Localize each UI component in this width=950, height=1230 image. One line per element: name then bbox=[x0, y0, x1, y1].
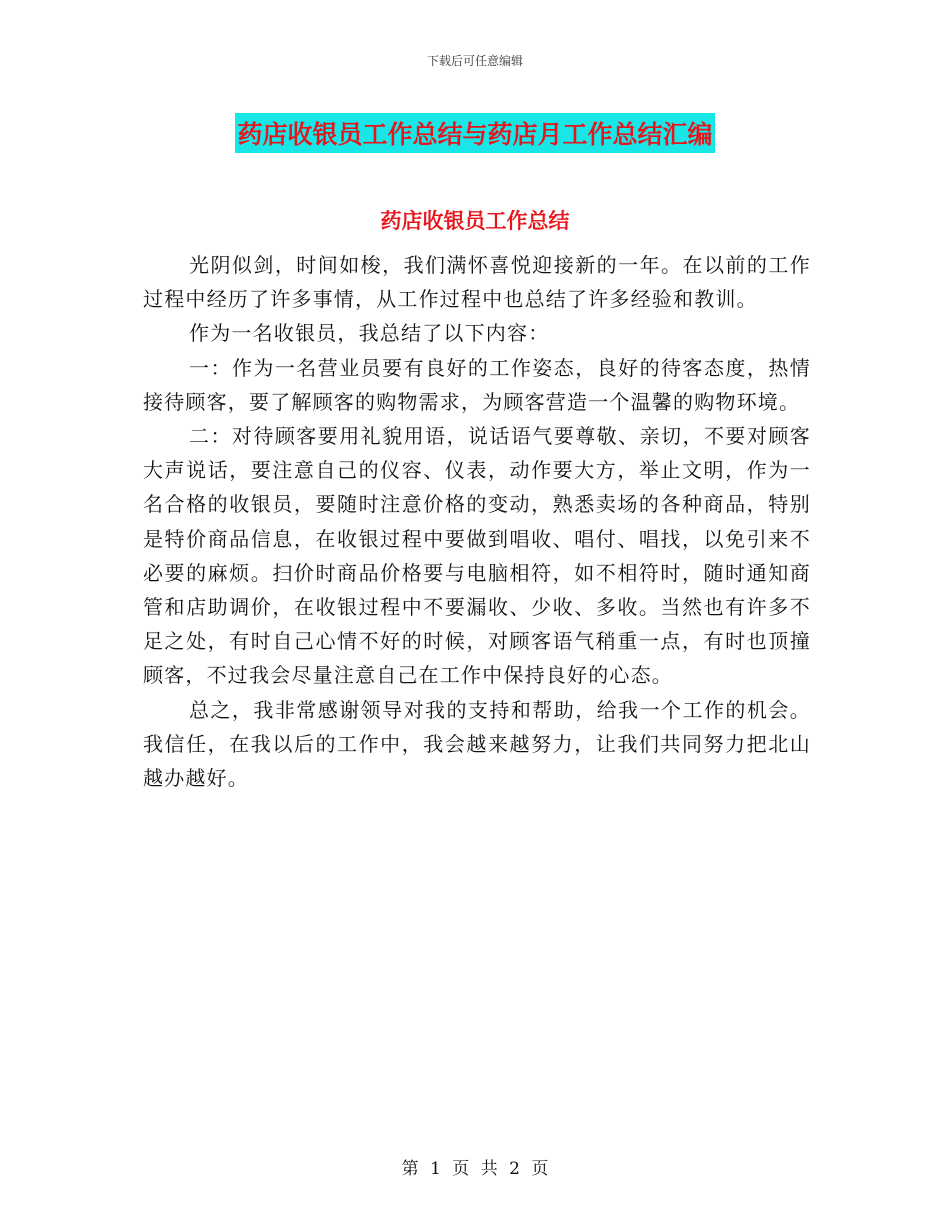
page-footer: 第 1 页 共 2 页 bbox=[401, 1159, 549, 1179]
paragraph-point-two: 二：对待顾客要用礼貌用语，说话语气要尊敬、亲切，不要对顾客大声说话，要注意自己的仪容、仪表，动作要大方，举止文明，作为一名合格的收银员，要随时注意价格的变动，熟悉卖场的各种商品，特别是特价商品信息，在收银过程中要做到唱收、唱付、唱找，以免引来不必要的麻烦。扫价时商品价格要与电脑相符，如不相符时，随时通知商管和店助调价，在收银过程中不要漏收、少收、多收。当然也有许多不足之处，有时自己心情不好的时候，对顾客语气稍重一点，有时也顶撞顾客，不过我会尽量注意自己在工作中保持良好的心态。 bbox=[143, 424, 811, 688]
document-body bbox=[143, 248, 811, 795]
paragraph-conclusion: 总之，我非常感谢领导对我的支持和帮助，给我一个工作的机会。我信任，在我以后的工作中，我会越来越努力，让我们共同努力把北山越办越好。 bbox=[143, 697, 811, 791]
title-container bbox=[0, 113, 950, 153]
document-title: 药店收银员工作总结与药店月工作总结汇编 bbox=[235, 113, 714, 153]
paragraph-intro: 光阴似剑，时间如梭，我们满怀喜悦迎接新的一年。在以前的工作过程中经历了许多事情，从工作过程中也总结了许多经验和教训。 bbox=[143, 253, 811, 312]
paragraph-point-one: 一：作为一名营业员要有良好的工作姿态，良好的待客态度，热情接待顾客，要了解顾客的购物需求，为顾客营造一个温馨的购物环境。 bbox=[143, 355, 811, 414]
paragraph-summary-lead: 作为一名收银员，我总结了以下内容： bbox=[189, 321, 550, 346]
header-note: 下载后可任意编辑 bbox=[426, 54, 523, 68]
section-title: 药店收银员工作总结 bbox=[380, 209, 570, 233]
